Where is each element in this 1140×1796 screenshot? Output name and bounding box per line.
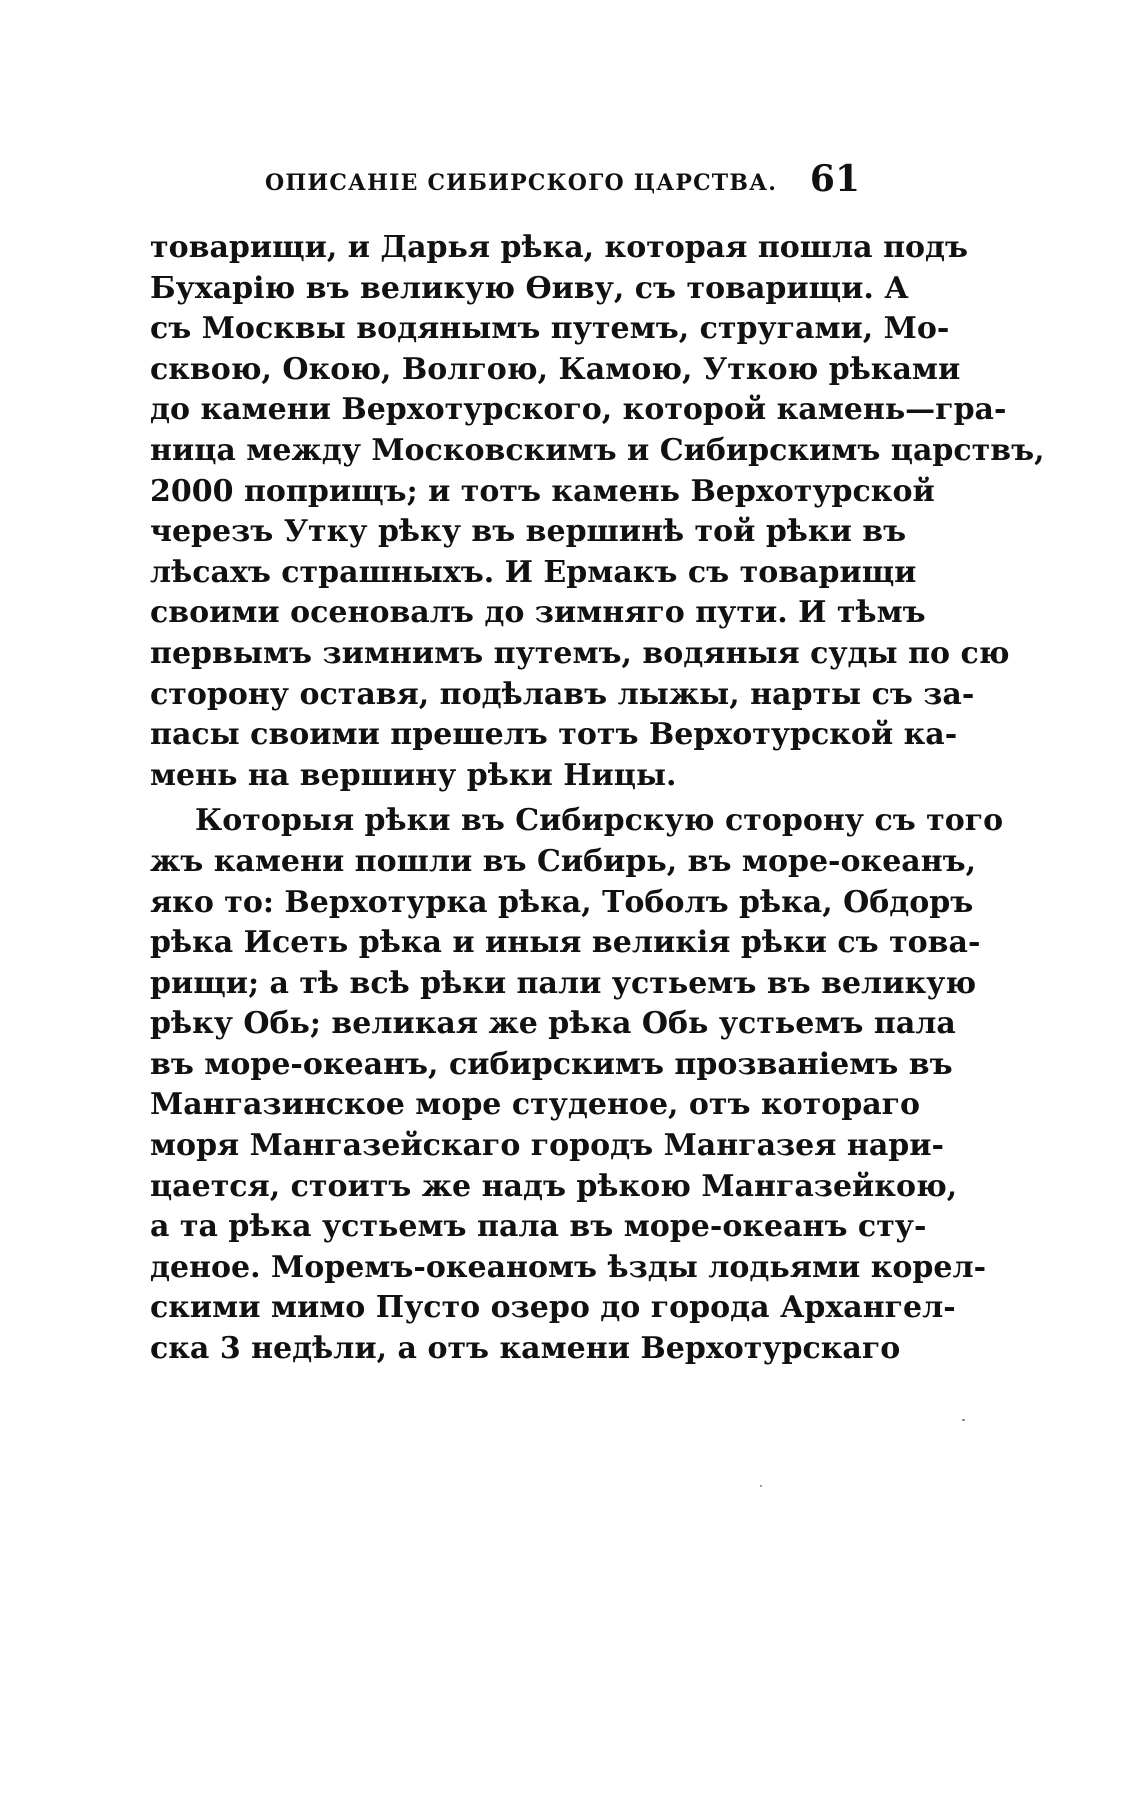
text-line: Бухарію въ великую Ѳиву, съ товарищи. А bbox=[150, 270, 909, 306]
text-line: Мангазинское море студеное, отъ котораго bbox=[150, 1087, 921, 1123]
paper-speck bbox=[760, 1485, 762, 1487]
text-line: лѣсахъ страшныхъ. И Ермакъ съ товарищи bbox=[150, 554, 917, 590]
page-number: 61 bbox=[809, 158, 860, 200]
text-line: Которыя рѣки въ Сибирскую сторону съ того bbox=[195, 803, 1004, 839]
paper-speck bbox=[962, 1419, 965, 1421]
text-line: сквою, Окою, Волгою, Камою, Уткою рѣками bbox=[150, 351, 961, 387]
text-line: жъ камени пошли въ Сибирь, въ море-океанъ, bbox=[150, 843, 977, 879]
body-text bbox=[150, 228, 1045, 1370]
text-line: ска 3 недѣли, а отъ камени Верхотурскаго bbox=[150, 1331, 901, 1367]
text-line: своими осеновалъ до зимняго пути. И тѣмъ bbox=[150, 595, 926, 631]
paragraph bbox=[150, 228, 1045, 796]
text-line: рѣку Обь; великая же рѣка Обь устьемъ пала bbox=[150, 1006, 956, 1042]
text-line: моря Мангазейскаго городъ Мангазея нари- bbox=[150, 1128, 944, 1164]
text-line: яко то: Верхотурка рѣка, Тоболъ рѣка, Обдоръ bbox=[150, 884, 974, 920]
paragraph bbox=[150, 801, 1004, 1369]
text-line: рѣка Исеть рѣка и иныя великія рѣки съ това- bbox=[150, 925, 981, 961]
running-head: ОПИСАНІЕ СИБИРСКОГО ЦАРСТВА. bbox=[265, 170, 778, 196]
text-line: въ море-океанъ, сибирскимъ прозваніемъ въ bbox=[150, 1046, 953, 1082]
text-line: деное. Моремъ-океаномъ ѣзды лодьями корел- bbox=[150, 1249, 987, 1285]
text-line: скими мимо Пусто озеро до города Архангел- bbox=[150, 1290, 956, 1326]
text-line: товарищи, и Дарья рѣка, которая пошла подъ bbox=[150, 230, 969, 265]
text-line: ница между Московскимъ и Сибирскимъ царствъ, bbox=[150, 432, 1045, 468]
text-line: сторону оставя, подѣлавъ лыжы, нарты съ за- bbox=[150, 676, 975, 712]
text-line: съ Москвы водянымъ путемъ, стругами, Мо- bbox=[150, 311, 950, 347]
text-line: до камени Верхотурского, которой камень—гра- bbox=[150, 392, 1007, 428]
page-header bbox=[150, 158, 860, 208]
text-line: мень на вершину рѣки Ницы. bbox=[150, 757, 677, 793]
text-line: первымъ зимнимъ путемъ, водяныя суды по сю bbox=[150, 635, 1010, 671]
text-line: рищи; а тѣ всѣ рѣки пали устьемъ въ великую bbox=[150, 965, 977, 1001]
text-line: пасы своими прешелъ тотъ Верхотурской ка- bbox=[150, 717, 958, 753]
text-line: 2000 поприщъ; и тотъ камень Верхотурской bbox=[150, 473, 935, 509]
text-line: а та рѣка устьемъ пала въ море-океанъ сту- bbox=[150, 1209, 927, 1245]
text-line: цается, стоитъ же надъ рѣкою Мангазейкою, bbox=[150, 1168, 958, 1204]
text-line: черезъ Утку рѣку въ вершинѣ той рѣки въ bbox=[150, 514, 907, 550]
